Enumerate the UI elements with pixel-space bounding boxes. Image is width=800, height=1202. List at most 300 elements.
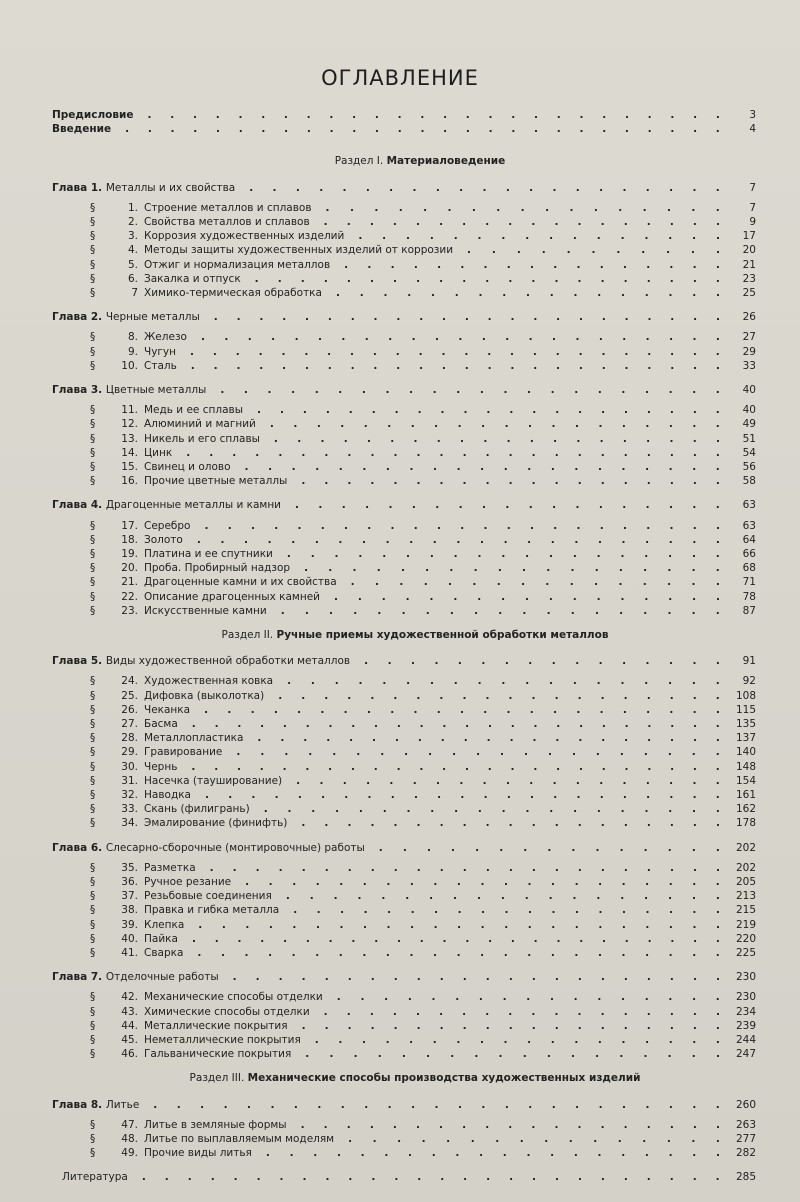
leader-dots: . . . . . . . . . . . . . . . . . . . .	[273, 432, 720, 445]
page-number: 63	[742, 499, 756, 512]
toc-row-section	[0, 561, 800, 575]
section-label	[90, 674, 273, 688]
section-number: 1.	[127, 201, 138, 214]
section-number: 4.	[127, 244, 138, 257]
section-title: Художественная ковка	[144, 675, 274, 688]
toc-row-section	[0, 1132, 800, 1146]
section-number: 30.	[121, 760, 138, 773]
section-sign: §	[90, 760, 96, 773]
page-number: 71	[742, 576, 756, 589]
leader-dots: . . . . . . . . . . . . . . . . . . .	[287, 675, 720, 688]
toc-row-section	[0, 243, 800, 257]
page-number: 263	[735, 1118, 756, 1131]
section-number: 9.	[127, 345, 138, 358]
section-label	[90, 417, 256, 431]
section-label	[90, 689, 264, 703]
chapter-title: Цветные металлы	[105, 384, 207, 396]
toc-row-chapter	[0, 970, 800, 984]
section-sign: §	[90, 590, 96, 603]
toc-row-section	[0, 674, 800, 688]
toc-row-section	[0, 575, 800, 589]
section-sign: §	[90, 519, 96, 532]
section-label	[90, 1118, 287, 1132]
section-number: 2.	[127, 216, 138, 228]
page-number: 225	[735, 947, 756, 959]
section-title: Литье по выплавляемым моделям	[144, 1133, 335, 1145]
section-number: 46.	[121, 1048, 138, 1061]
section-number: 37.	[121, 890, 138, 903]
section-sign: §	[90, 604, 96, 617]
section-sign: §	[90, 1034, 96, 1046]
section-sign: §	[90, 461, 96, 473]
toc-row-section	[0, 1033, 800, 1047]
leader-dots: . . . . . . . . . . . . . . . . . . .	[301, 817, 720, 830]
front-matter-label: Введение	[52, 123, 112, 136]
page-number: 277	[735, 1133, 756, 1145]
section-title: Чернь	[144, 760, 178, 773]
section-label	[90, 201, 312, 215]
toc-row-chapter	[0, 498, 800, 512]
section-number: 28.	[121, 732, 138, 745]
part-title: Ручные приемы художественной обработки металлов	[276, 629, 609, 641]
page-number: 26	[742, 311, 756, 324]
section-number: 48.	[121, 1133, 138, 1145]
section-title: Ручное резание	[144, 876, 232, 888]
toc-row-section	[0, 717, 800, 731]
toc-row-section	[0, 760, 800, 774]
toc-row-chapter	[0, 841, 800, 855]
section-title: Басма	[144, 718, 178, 730]
leader-dots: . . . . . . . . . . . . . . . .	[358, 230, 720, 243]
section-title: Свинец и олово	[144, 461, 231, 473]
section-sign: §	[90, 703, 96, 716]
leader-dots: . . . . . . . . . . . . . . . . . . . . . .	[232, 971, 720, 984]
section-label	[90, 432, 260, 446]
page-number: 25	[742, 287, 756, 299]
section-label	[90, 519, 190, 533]
leader-dots: . . . . . . . . . . . . . . . . . .	[304, 562, 720, 575]
section-title: Коррозия художественных изделий	[144, 230, 345, 243]
section-label	[90, 903, 279, 917]
section-sign: §	[90, 1147, 96, 1160]
section-sign: §	[90, 216, 96, 228]
toc-row-section	[0, 604, 800, 618]
section-title: Правка и гибка металла	[144, 904, 280, 917]
page-number: 92	[742, 675, 756, 688]
page-number: 282	[735, 1147, 756, 1160]
leader-dots: . . . . . . . . . . . . . . . . . . .	[301, 1019, 720, 1032]
page-number: 63	[742, 519, 756, 532]
section-sign: §	[90, 918, 96, 931]
toc-row-section	[0, 1005, 800, 1019]
leader-dots: . . . . . . . . . . . . . . . . . . . . . . . .	[186, 446, 720, 459]
section-label	[90, 861, 196, 875]
section-title: Прочие виды литья	[144, 1147, 252, 1160]
section-title: Химико-термическая обработка	[144, 287, 322, 299]
leader-dots: . . . . . . . . . . . . . . . . . . . . . . .	[200, 331, 720, 344]
toc-row-section	[0, 201, 800, 215]
leader-dots: . . . . . . . . . . . . . . . . . . . . .	[236, 746, 720, 759]
section-number: 7	[131, 287, 138, 299]
section-title: Металлические покрытия	[144, 1019, 288, 1032]
chapter-number: Глава 7.	[52, 971, 106, 984]
page-number: 54	[742, 446, 756, 459]
section-title: Эмалирование (финифть)	[144, 817, 288, 830]
page-number: 29	[742, 345, 756, 358]
section-title: Проба. Пробирный надзор	[144, 562, 291, 575]
toc-row-section	[0, 590, 800, 604]
leader-dots: . . . . . . . . . . . . . . . . . . .	[285, 890, 720, 903]
section-label	[90, 788, 191, 802]
section-sign: §	[90, 1133, 96, 1145]
section-label	[90, 889, 272, 903]
toc-row-section	[0, 703, 800, 717]
page-number: 140	[735, 746, 756, 759]
section-sign: §	[90, 359, 96, 372]
toc-row-section	[0, 918, 800, 932]
section-label	[90, 1019, 288, 1033]
leader-dots: . . . . . . . . . . . . . . . . . . .	[286, 548, 720, 560]
chapter-title: Драгоценные металлы и камни	[105, 499, 282, 512]
section-title: Механические способы отделки	[144, 991, 323, 1004]
toc-row-chapter	[0, 181, 800, 195]
chapter-number: Глава 3.	[52, 384, 106, 396]
section-sign: §	[90, 548, 96, 560]
toc-row-section	[0, 889, 800, 903]
section-label	[90, 731, 243, 745]
toc-row-literature	[0, 1170, 800, 1184]
page-number: 49	[742, 418, 756, 431]
leader-dots: . . . . . . . . . . . . . . . . . . . .	[269, 418, 720, 431]
section-title: Наводка	[144, 789, 191, 801]
section-title: Строение металлов и сплавов	[144, 201, 312, 214]
section-number: 12.	[121, 418, 138, 431]
section-label	[90, 703, 190, 717]
toc-row-section	[0, 816, 800, 830]
section-sign: §	[90, 258, 96, 271]
section-sign: §	[90, 876, 96, 888]
section-title: Железо	[144, 331, 187, 344]
leader-dots: . . . . . . . . . . . . . . . . . . .	[300, 1118, 720, 1131]
section-number: 33.	[121, 803, 138, 816]
toc-row-section	[0, 258, 800, 272]
section-number: 11.	[121, 404, 138, 417]
leader-dots: . . . . . . . . . . . . . . . .	[350, 576, 720, 589]
page-number: 58	[742, 475, 756, 488]
section-number: 45.	[121, 1034, 138, 1046]
section-sign: §	[90, 475, 96, 488]
page-number: 7	[749, 201, 756, 214]
section-sign: §	[90, 562, 96, 575]
leader-dots: . . . . . . . . . . . . . . . . . . . . . . .	[204, 789, 720, 801]
section-label	[90, 359, 177, 373]
toc-row-section	[0, 861, 800, 875]
leader-dots: . . . . . . . . . . . . . . . . .	[335, 287, 720, 299]
leader-dots: . . . . . . . . . . . . . . .	[378, 841, 720, 854]
section-title: Чугун	[144, 345, 177, 358]
page-number: 161	[735, 789, 756, 801]
toc-row-section	[0, 788, 800, 802]
section-title: Драгоценные камни и их свойства	[144, 576, 337, 589]
toc-row-chapter	[0, 310, 800, 324]
leader-dots: . . . . . . . . . . . . . . . . . . . . . . . .	[191, 932, 720, 945]
chapter-label	[52, 1098, 139, 1112]
part-title: Материаловедение	[386, 155, 506, 168]
page-number: 205	[735, 876, 756, 888]
section-number: 18.	[121, 533, 138, 546]
section-title: Отжиг и нормализация металлов	[144, 258, 331, 271]
leader-dots: . . . . . . . . . . . . . . . . . . .	[293, 904, 720, 917]
section-sign: §	[90, 803, 96, 816]
section-number: 13.	[121, 432, 138, 445]
section-number: 17.	[121, 519, 138, 532]
section-label	[90, 802, 250, 816]
leader-dots: . . . . . . . . . . . . . . . . . . . . . . . .	[191, 718, 720, 730]
page-number: 202	[735, 861, 756, 874]
chapter-title: Металлы и их свойства	[105, 181, 236, 194]
section-sign: §	[90, 287, 96, 299]
section-title: Химические способы отделки	[144, 1005, 310, 1018]
leader-dots: . . . . . . . . . . . . . . . . .	[336, 991, 720, 1004]
section-number: 25.	[121, 689, 138, 702]
section-label	[90, 1146, 252, 1160]
section-title: Золото	[144, 533, 183, 546]
section-title: Сварка	[144, 947, 184, 959]
chapter-label	[52, 383, 206, 397]
toc-row-front	[0, 108, 800, 122]
page-number: 91	[742, 655, 756, 668]
leader-dots: . . . . . . . . . . . . . . . . . . . . . . .	[213, 311, 720, 324]
toc-row-section	[0, 272, 800, 286]
page-number: 78	[742, 590, 756, 603]
section-number: 38.	[121, 904, 138, 917]
section-sign: §	[90, 774, 96, 787]
section-title: Цинк	[144, 446, 173, 459]
section-label	[90, 1132, 334, 1146]
toc-row-section	[0, 774, 800, 788]
section-title: Описание драгоценных камней	[144, 590, 320, 603]
page-number: 20	[742, 244, 756, 257]
section-title: Литье в земляные формы	[144, 1118, 287, 1131]
leader-dots: . . . . . . . . . . . . . . . . . . . .	[265, 1147, 720, 1160]
toc-row-section	[0, 1146, 800, 1160]
page-number: 108	[735, 689, 756, 702]
leader-dots: . . . . . . . . . . . . . . . . . . .	[295, 499, 720, 512]
chapter-number: Глава 1.	[52, 181, 106, 194]
page-number: 56	[742, 461, 756, 473]
page-number: 64	[742, 533, 756, 546]
section-sign: §	[90, 201, 96, 214]
page-number: 215	[735, 904, 756, 917]
toc-row-section	[0, 403, 800, 417]
toc-row-section	[0, 330, 800, 344]
section-label	[90, 345, 176, 359]
page-number: 285	[735, 1171, 756, 1184]
page-number: 234	[735, 1005, 756, 1018]
section-number: 15.	[121, 461, 138, 473]
section-number: 20.	[121, 562, 138, 575]
section-sign: §	[90, 817, 96, 830]
section-label	[90, 474, 287, 488]
front-matter-label: Предисловие	[52, 109, 134, 121]
section-title: Металлопластика	[144, 732, 244, 745]
page-number: 244	[735, 1034, 756, 1046]
toc-row-section	[0, 802, 800, 816]
section-sign: §	[90, 890, 96, 903]
page-number: 51	[742, 432, 756, 445]
section-title: Закалка и отпуск	[144, 272, 241, 285]
toc-row-chapter	[0, 1098, 800, 1112]
section-sign: §	[90, 718, 96, 730]
section-sign: §	[90, 861, 96, 874]
section-number: 43.	[121, 1005, 138, 1018]
leader-dots: . . . . . . . . . . . . . . . . .	[344, 258, 720, 271]
toc-row-section	[0, 547, 800, 561]
leader-dots: . . . . . . . . . . . . . . . . . . .	[280, 604, 720, 617]
section-label	[90, 330, 187, 344]
section-title: Медь и ее сплавы	[144, 404, 243, 417]
chapter-number: Глава 6.	[52, 841, 106, 854]
toc-row-section	[0, 946, 800, 960]
section-title: Гальванические покрытия	[144, 1048, 292, 1061]
page-number: 135	[735, 718, 756, 730]
chapter-label	[52, 970, 219, 984]
section-sign: §	[90, 404, 96, 417]
section-label	[90, 745, 222, 759]
section-sign: §	[90, 533, 96, 546]
section-label	[90, 258, 330, 272]
leader-dots: . . . . . . . . . . . . . . . . . . . .	[263, 803, 720, 816]
section-label	[90, 286, 322, 300]
leader-dots: . . . . . . . . . . . . . . . . . . . . .	[254, 272, 720, 285]
toc-row-section	[0, 474, 800, 488]
toc-row-section	[0, 345, 800, 359]
leader-dots: . . . . . . . . . . . . . . . . . . . . . . .	[204, 519, 720, 532]
part-heading	[0, 154, 800, 168]
toc-row-section	[0, 1019, 800, 1033]
leader-dots: . . . . . . . . . . . . . . . . . . . . . . . . . .	[141, 1171, 720, 1184]
leader-dots: . . . . . . . . . . . . . . . . . . . . . . .	[197, 947, 720, 959]
page-number: 68	[742, 562, 756, 575]
page-number: 4	[749, 123, 756, 136]
page-number: 23	[742, 272, 756, 285]
section-number: 24.	[121, 675, 138, 688]
section-label	[90, 229, 344, 243]
leader-dots: . . . . . . . . . . . . . . . . . .	[305, 1048, 720, 1061]
part-heading	[0, 628, 800, 642]
section-label	[90, 1005, 310, 1019]
leader-dots: . . . . . . . . . . . . . . . . . . . . . . . .	[190, 345, 720, 358]
literature-label: Литература	[62, 1171, 128, 1184]
section-number: 41.	[121, 947, 138, 959]
section-sign: §	[90, 446, 96, 459]
part-number: Раздел III.	[189, 1072, 248, 1085]
leader-dots: . . . . . . . . . . . . . . . . . .	[323, 1005, 720, 1018]
leader-dots: . . . . . . . . . . . . . . . . . . . . .	[249, 181, 720, 194]
section-number: 42.	[121, 991, 138, 1004]
page-number: 87	[742, 604, 756, 617]
section-label	[90, 990, 323, 1004]
page-number: 239	[735, 1019, 756, 1032]
page-number: 154	[735, 774, 756, 787]
section-sign: §	[90, 345, 96, 358]
section-number: 8.	[127, 331, 138, 344]
chapter-title: Слесарно-сборочные (монтировочные) работы	[105, 841, 365, 854]
toc-row-section	[0, 731, 800, 745]
leader-dots: . . . . . . . . . . .	[467, 244, 720, 257]
section-sign: §	[90, 418, 96, 431]
toc-row-chapter	[0, 383, 800, 397]
toc-row-section	[0, 446, 800, 460]
section-title: Насечка (тауширование)	[144, 774, 283, 787]
part-number: Раздел I.	[334, 155, 387, 168]
page-number: 40	[742, 404, 756, 417]
toc-row-section	[0, 519, 800, 533]
leader-dots: . . . . . . . . . . . . . . . . . .	[323, 216, 720, 228]
page-number: 202	[735, 841, 756, 854]
leader-dots: . . . . . . . . . . . . . . . . . . . . .	[245, 876, 720, 888]
section-number: 21.	[121, 576, 138, 589]
chapter-number: Глава 2.	[52, 311, 106, 324]
page-number: 17	[742, 230, 756, 243]
section-title: Гравирование	[144, 746, 223, 759]
section-label	[90, 575, 337, 589]
section-sign: §	[90, 947, 96, 959]
toc-row-section	[0, 417, 800, 431]
chapter-number: Глава 8.	[52, 1098, 106, 1111]
chapter-title: Черные металлы	[105, 311, 200, 324]
section-label	[90, 918, 184, 932]
page-number: 137	[735, 732, 756, 745]
section-title: Алюминий и магний	[144, 418, 256, 431]
section-sign: §	[90, 789, 96, 801]
page-number: 9	[749, 216, 756, 228]
section-sign: §	[90, 576, 96, 589]
page-number: 219	[735, 918, 756, 931]
section-number: 14.	[121, 446, 138, 459]
section-number: 29.	[121, 746, 138, 759]
toc-row-section	[0, 359, 800, 373]
chapter-label	[52, 841, 365, 855]
section-number: 27.	[121, 718, 138, 730]
toc-row-section	[0, 990, 800, 1004]
section-label	[90, 774, 282, 788]
section-sign: §	[90, 675, 96, 688]
section-title: Свойства металлов и сплавов	[144, 216, 310, 228]
page-number: 230	[735, 991, 756, 1004]
section-number: 32.	[121, 789, 138, 801]
leader-dots: . . . . . . . . . . . . . . . . . . . . . .	[220, 384, 720, 396]
section-sign: §	[90, 732, 96, 745]
page-number: 260	[735, 1098, 756, 1111]
chapter-title: Отделочные работы	[105, 971, 219, 984]
section-sign: §	[90, 230, 96, 243]
leader-dots: . . . . . . . . . . . . . . . . . . . . . . .	[196, 533, 720, 546]
section-sign: §	[90, 932, 96, 945]
section-number: 40.	[121, 932, 138, 945]
section-title: Чеканка	[144, 703, 191, 716]
section-title: Пайка	[144, 932, 178, 945]
leader-dots: . . . . . . . . . . . . . . . . . . . . .	[244, 461, 720, 473]
section-label	[90, 403, 243, 417]
leader-dots: . . . . . . . . . . . . . . . . . . .	[301, 475, 720, 488]
page-number: 162	[735, 803, 756, 816]
page-number: 148	[735, 760, 756, 773]
section-title: Методы защиты художественных изделий от коррозии	[144, 244, 454, 257]
page-number: 7	[749, 181, 756, 194]
section-sign: §	[90, 244, 96, 257]
page-number: 178	[735, 817, 756, 830]
